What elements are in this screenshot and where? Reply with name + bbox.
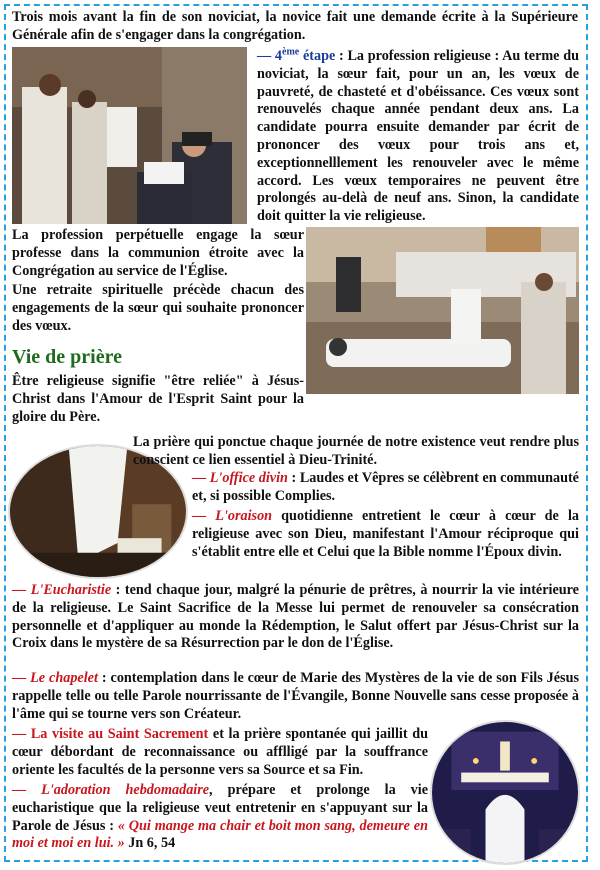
visite-label: — La visite au Saint Sacrement — [12, 726, 209, 742]
adoration-label: — L'adoration hebdomadaire — [12, 782, 210, 798]
daily-prayer-paragraph: La prière qui ponctue chaque journée de notre existence veut rendre plus conscient ce lien essentiel à Dieu-Trinité. — [133, 434, 579, 468]
step4-text: : La profession religieuse : Au terme du noviciat, la sœur fait, pour un an, les vœux de pauvreté, de chasteté et d'obéissance. Ces vœux sont renouvelés chaque année pendant deux ans. La candidate pourra ensuite demander par écrit de prononcer des vœux pour trois ans et, exceptionnelllement les renouveler avec le même accord. Les vœux temporaires ne peuvent être prolongés au-delà de neuf ans. Sinon, la candidate doit quitter la vie religieuse. — [257, 48, 579, 225]
photo-profession-ceremony — [12, 47, 247, 224]
eucharistie-label: — L'Eucharistie — [12, 582, 112, 598]
prayer-intro-paragraph: Être religieuse signifie "être reliée" à Jésus-Christ dans l'Amour de l'Esprit Saint pour la gloire du Père. — [12, 373, 304, 425]
perpetual-profession-paragraph: La profession perpétuelle engage la sœur professe dans la communion étroite avec la Congrégation au service de l'Église. — [12, 227, 304, 279]
visite-paragraph: — La visite au Saint Sacrement et la prière spontanée qui jaillit du cœur débordant de reconnaissance ou afflligé par la souffrance oriente les facultés de la personne vers sa Source et sa Fin. — [12, 726, 428, 778]
chapelet-label: — Le chapelet — [12, 670, 98, 686]
chapelet-paragraph: — Le chapelet : contemplation dans le cœur de Marie des Mystères de la vie de son Fils Jésus rappelle telle ou telle Parole nourrissante de l'Évangile, Bonne Nouvelle sans cesse proposée à l'âme qui se tourne vers son Créateur. — [12, 670, 579, 722]
office-divin-paragraph: — L'office divin : Laudes et Vêpres se célèbrent en communauté et, si possible Complies. — [192, 470, 579, 504]
photo-chapel-adoration — [430, 720, 580, 865]
bible-reference: Jn 6, 54 — [124, 835, 176, 852]
bible-quote: « Qui mange ma chair et boit mon sang, demeure en moi et moi en lui. » — [12, 817, 428, 852]
prayer-life-heading: Vie de prière — [12, 346, 122, 368]
oraison-label: — L'oraison — [192, 508, 273, 524]
step4-paragraph — [257, 48, 579, 226]
step4-label: — 4ème étape — [257, 46, 336, 64]
adoration-paragraph: — L'adoration hebdomadaire, prépare et prolonge la vie eucharistique que la religieuse veut entretenir en s'appuyant sur la Parole de Jésus : « Qui mange ma chair et boit mon sang, demeure en moi et moi en lui. » Jn 6, 54 — [12, 782, 428, 852]
retreat-paragraph: Une retraite spirituelle précède chacun des engagements de la sœur qui souhaite prononcer des vœux. — [12, 282, 304, 334]
intro-paragraph: Trois mois avant la fin de son noviciat, la novice fait une demande écrite à la Supérieure Générale afin de s'engager dans la congrégation. — [12, 9, 578, 43]
oraison-paragraph: — L'oraison quotidienne entretient le cœur à cœur de la religieuse avec son Dieu, manifestant l'Amour réciproque qui s'établit entre elle et Celui que la Bible nomme l'Époux divin. — [192, 508, 579, 560]
office-divin-label: — L'office divin — [192, 470, 288, 486]
photo-prostration — [306, 227, 579, 394]
eucharistie-paragraph: — L'Eucharistie : tend chaque jour, malgré la pénurie de prêtres, à nourrir la vie intérieure de la religieuse. Le Saint Sacrifice de la Messe lui permet de renouveler sa consécration personnelle et d'appliquer au monde la Rédemption, le Salut offert par Jésus-Christ sur la Croix dans le mystère de sa Résurrection par le don de l'Église. — [12, 582, 579, 652]
